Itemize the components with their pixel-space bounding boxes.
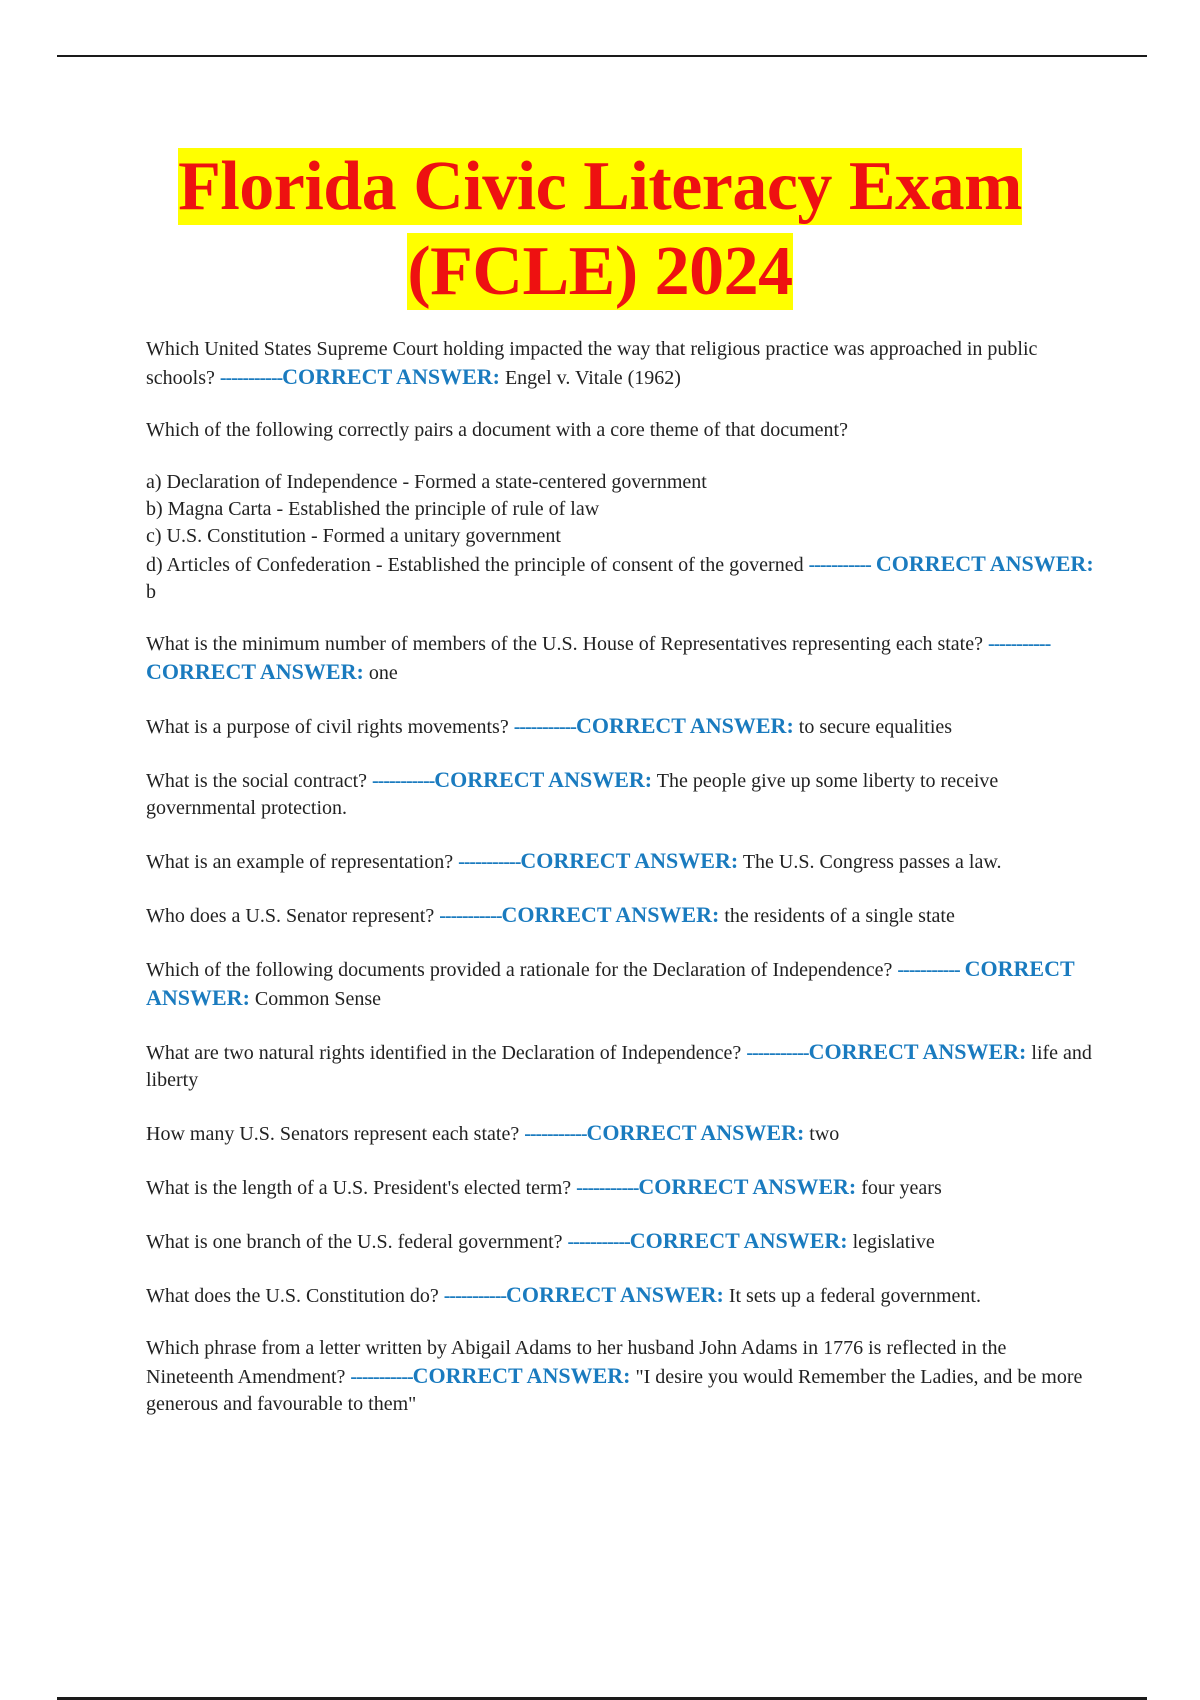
- answer-text: life and liberty: [146, 1042, 1092, 1091]
- question-text: What are two natural rights identified in the Declaration of Independence?: [146, 1042, 742, 1064]
- qa-list: [146, 336, 1096, 1443]
- correct-answer-label: CORRECT ANSWER:: [501, 902, 720, 927]
- question-text: Which United States Supreme Court holding impacted the way that religious practice was approached in public schools?: [146, 338, 1038, 389]
- correct-answer-label: CORRECT ANSWER:: [575, 713, 794, 738]
- qa-item: [146, 417, 1096, 444]
- option-b: b) Magna Carta - Established the principle of rule of law: [146, 498, 600, 520]
- answer-text: Engel v. Vitale (1962): [504, 367, 681, 389]
- qa-item: [146, 1038, 1096, 1094]
- correct-answer-label: CORRECT ANSWER:: [520, 848, 739, 873]
- qa-item: [146, 712, 1096, 741]
- qa-item: [146, 1335, 1096, 1418]
- qa-item: [146, 901, 1096, 930]
- qa-item: [146, 1119, 1096, 1148]
- question-text: What is the length of a U.S. President's elected term?: [146, 1177, 572, 1199]
- answer-separator: -----------: [567, 1231, 630, 1253]
- answer-separator: -----------: [458, 851, 521, 873]
- question-text: How many U.S. Senators represent each state?: [146, 1123, 520, 1145]
- correct-answer-label: CORRECT ANSWER:: [146, 956, 1075, 1010]
- answer-text: legislative: [852, 1231, 935, 1253]
- correct-answer-label: CORRECT ANSWER:: [586, 1120, 805, 1145]
- qa-item: [146, 336, 1096, 392]
- answer-text: four years: [861, 1177, 942, 1199]
- qa-item: [146, 1227, 1096, 1256]
- answer-text: The people give up some liberty to receive governmental protection.: [146, 770, 999, 819]
- correct-answer-label: CORRECT ANSWER:: [875, 551, 1094, 576]
- answer-text: It sets up a federal government.: [728, 1285, 981, 1307]
- question-text: What does the U.S. Constitution do?: [146, 1285, 439, 1307]
- answer-separator: -----------: [808, 554, 871, 576]
- answer-separator: -----------: [576, 1177, 639, 1199]
- qa-item: [146, 1281, 1096, 1310]
- correct-answer-label: CORRECT ANSWER:: [638, 1174, 857, 1199]
- answer-text: one: [368, 662, 398, 684]
- question-text: What is an example of representation?: [146, 851, 454, 873]
- answer-separator: -----------: [219, 367, 283, 389]
- answer-separator: -----------: [439, 905, 502, 927]
- correct-answer-label: CORRECT ANSWER:: [434, 767, 653, 792]
- answer-text: two: [809, 1123, 840, 1145]
- answer-text: to secure equalities: [798, 716, 953, 738]
- answer-text: The U.S. Congress passes a law.: [742, 851, 1002, 873]
- question-text: What is one branch of the U.S. federal government?: [146, 1231, 563, 1253]
- question-text: Which of the following correctly pairs a document with a core theme of that document?: [146, 419, 848, 441]
- document-title: [0, 144, 1200, 314]
- answer-separator: -----------: [443, 1285, 507, 1307]
- answer-text: b: [146, 581, 156, 603]
- correct-answer-label: CORRECT ANSWER:: [506, 1282, 724, 1307]
- title-line-2: (FCLE) 2024: [407, 233, 793, 310]
- question-text: Which of the following documents provided a rationale for the Declaration of Independence?: [146, 959, 893, 981]
- correct-answer-label: CORRECT ANSWER:: [146, 659, 364, 684]
- correct-answer-label: CORRECT ANSWER:: [282, 364, 500, 389]
- answer-text: "I desire you would Remember the Ladies, and be more generous and favourable to them": [146, 1366, 1083, 1415]
- answer-text: the residents of a single state: [724, 905, 955, 927]
- option-a: a) Declaration of Independence - Formed a state-centered government: [146, 471, 707, 493]
- answer-separator: -----------: [746, 1042, 809, 1064]
- answer-separator: -----------: [372, 770, 435, 792]
- correct-answer-label: CORRECT ANSWER:: [808, 1039, 1027, 1064]
- qa-item: [146, 766, 1096, 822]
- qa-item: [146, 847, 1096, 876]
- qa-item: [146, 631, 1096, 687]
- answer-separator: -----------: [513, 716, 576, 738]
- correct-answer-label: CORRECT ANSWER:: [629, 1228, 848, 1253]
- title-line-1: Florida Civic Literacy Exam: [178, 148, 1022, 225]
- qa-item-options: [146, 469, 1096, 606]
- top-rule: [57, 55, 1147, 57]
- question-text: What is a purpose of civil rights movements?: [146, 716, 509, 738]
- answer-separator: -----------: [987, 633, 1051, 655]
- question-text: Who does a U.S. Senator represent?: [146, 905, 435, 927]
- answer-separator: -----------: [524, 1123, 587, 1145]
- qa-item: [146, 955, 1096, 1013]
- answer-separator: -----------: [897, 959, 960, 981]
- question-text: Which phrase from a letter written by Abigail Adams to her husband John Adams in 1776 is reflected in the Nineteenth Amendment?: [146, 1337, 1007, 1388]
- answer-text: Common Sense: [254, 988, 382, 1010]
- answer-separator: -----------: [350, 1366, 413, 1388]
- question-text: What is the minimum number of members of the U.S. House of Representatives representing each state?: [146, 633, 983, 655]
- correct-answer-label: CORRECT ANSWER:: [412, 1363, 631, 1388]
- option-c: c) U.S. Constitution - Formed a unitary government: [146, 525, 561, 547]
- qa-item: [146, 1173, 1096, 1202]
- question-text: What is the social contract?: [146, 770, 368, 792]
- option-d: d) Articles of Confederation - Established the principle of consent of the governed: [146, 554, 804, 576]
